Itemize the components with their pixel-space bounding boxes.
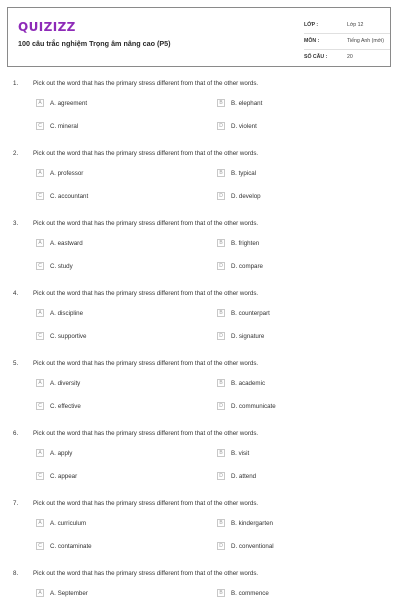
option-text: D. signature [231, 333, 265, 340]
option-letter-box: C [36, 472, 44, 480]
question-number: 7. [13, 500, 19, 507]
option-text: C. accountant [50, 193, 89, 200]
meta-table [304, 18, 390, 65]
meta-row-count [304, 50, 390, 65]
option-letter-box: D [217, 472, 225, 480]
option-letter-box: B [217, 519, 225, 527]
option-text: D. develop [231, 193, 261, 200]
meta-row-class [304, 18, 390, 34]
meta-value: Lớp 12 [347, 22, 364, 28]
option-text: C. contaminate [50, 543, 92, 550]
question-item [0, 150, 400, 220]
option-text: B. typical [231, 170, 257, 177]
option-text: C. appear [50, 473, 78, 480]
question-text: Pick out the word that has the primary stress different from that of the other words. [33, 290, 259, 297]
option-letter-box: B [217, 239, 225, 247]
option-letter-box: B [217, 449, 225, 457]
option-text: D. attend [231, 473, 257, 480]
option-letter-box: D [217, 332, 225, 340]
question-number: 8. [13, 570, 19, 577]
question-number: 1. [13, 80, 19, 87]
option-text: C. study [50, 263, 73, 270]
option-letter-box: D [217, 122, 225, 130]
question-item [0, 430, 400, 500]
option-letter-box: A [36, 169, 44, 177]
option-text: B. academic [231, 380, 266, 387]
option-letter-box: B [217, 379, 225, 387]
option-letter-box: C [36, 192, 44, 200]
question-item [0, 220, 400, 290]
option-letter-box: A [36, 519, 44, 527]
question-text: Pick out the word that has the primary stress different from that of the other words. [33, 360, 259, 367]
option-text: B. counterpart [231, 310, 270, 317]
option-letter-box: C [36, 122, 44, 130]
meta-value: Tiếng Anh (mới) [347, 38, 384, 44]
question-text: Pick out the word that has the primary stress different from that of the other words. [33, 570, 259, 577]
option-text: C. mineral [50, 123, 79, 130]
option-letter-box: A [36, 589, 44, 597]
option-letter-box: D [217, 262, 225, 270]
meta-value: 20 [347, 54, 353, 60]
option-text: B. visit [231, 450, 250, 457]
option-letter-box: C [36, 262, 44, 270]
question-item [0, 360, 400, 430]
question-text: Pick out the word that has the primary stress different from that of the other words. [33, 150, 259, 157]
question-number: 3. [13, 220, 19, 227]
option-text: D. communicate [231, 403, 276, 410]
option-text: D. violent [231, 123, 257, 130]
meta-label: MÔN : [304, 38, 320, 44]
option-letter-box: D [217, 192, 225, 200]
option-letter-box: A [36, 379, 44, 387]
meta-label: LỚP : [304, 22, 319, 28]
question-item [0, 500, 400, 570]
option-text: A. September [50, 590, 88, 597]
document-title: 100 câu trắc nghiệm Trọng âm nâng cao (P5) [18, 39, 171, 48]
option-letter-box: C [36, 402, 44, 410]
option-text: A. eastward [50, 240, 83, 247]
meta-row-subject [304, 34, 390, 50]
option-text: C. effective [50, 403, 81, 410]
option-text: A. professor [50, 170, 84, 177]
option-letter-box: D [217, 402, 225, 410]
option-text: B. commence [231, 590, 269, 597]
option-text: A. curriculum [50, 520, 87, 527]
option-letter-box: C [36, 542, 44, 550]
question-number: 4. [13, 290, 19, 297]
option-letter-box: A [36, 99, 44, 107]
option-letter-box: C [36, 332, 44, 340]
option-text: C. supportive [50, 333, 87, 340]
question-item [0, 290, 400, 360]
option-text: B. frighten [231, 240, 260, 247]
question-text: Pick out the word that has the primary stress different from that of the other words. [33, 80, 259, 87]
option-letter-box: A [36, 239, 44, 247]
option-text: A. discipline [50, 310, 84, 317]
option-letter-box: B [217, 169, 225, 177]
option-text: A. apply [50, 450, 73, 457]
header-box [7, 7, 391, 67]
option-text: B. kindergarten [231, 520, 273, 527]
question-item [0, 80, 400, 150]
option-text: D. compare [231, 263, 263, 270]
question-number: 6. [13, 430, 19, 437]
question-number: 2. [13, 150, 19, 157]
option-letter-box: A [36, 309, 44, 317]
question-text: Pick out the word that has the primary stress different from that of the other words. [33, 500, 259, 507]
quizizz-logo: QUIZIZZ [18, 20, 76, 34]
option-letter-box: B [217, 99, 225, 107]
option-text: A. agreement [50, 100, 88, 107]
option-text: A. diversity [50, 380, 81, 387]
option-text: B. elephant [231, 100, 263, 107]
option-text: D. conventional [231, 543, 274, 550]
question-number: 5. [13, 360, 19, 367]
question-text: Pick out the word that has the primary stress different from that of the other words. [33, 430, 259, 437]
option-letter-box: A [36, 449, 44, 457]
option-letter-box: B [217, 589, 225, 597]
meta-label: SỐ CÂU : [304, 54, 328, 60]
option-letter-box: B [217, 309, 225, 317]
question-item [0, 570, 400, 600]
question-text: Pick out the word that has the primary stress different from that of the other words. [33, 220, 259, 227]
option-letter-box: D [217, 542, 225, 550]
